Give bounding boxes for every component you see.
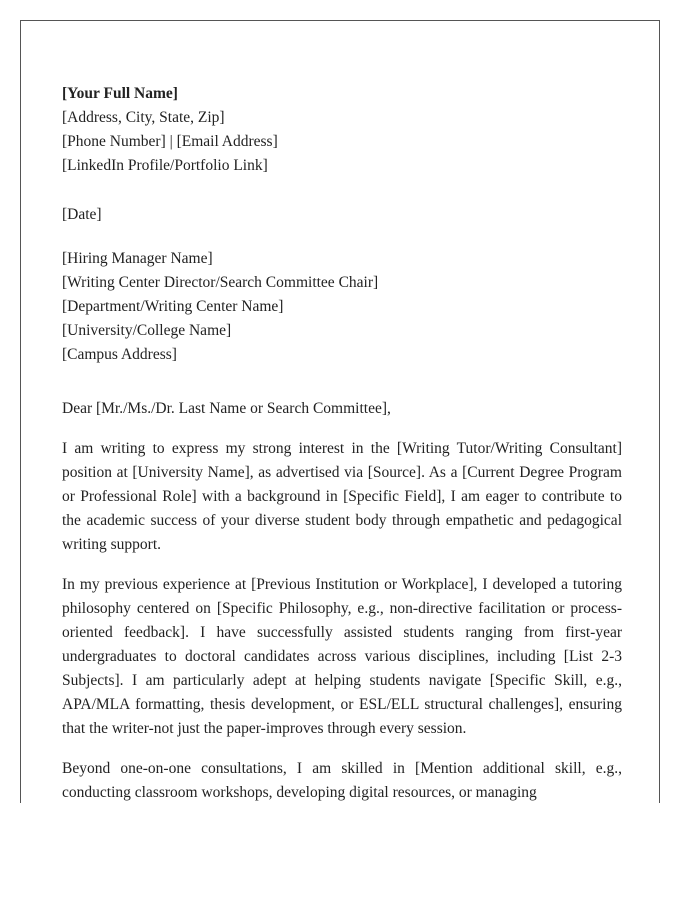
letter-page bbox=[20, 20, 660, 803]
sender-block bbox=[62, 82, 622, 178]
letter-date: [Date] bbox=[62, 206, 102, 223]
spacer bbox=[62, 367, 622, 397]
spacer bbox=[62, 227, 622, 247]
paragraph-skills: Beyond one-on-one consultations, I am skilled in [Mention additional skill, e.g., conducting classroom workshops, developing digital resources, or managing bbox=[62, 760, 622, 801]
sender-link: [LinkedIn Profile/Portfolio Link] bbox=[62, 157, 268, 174]
letter-body bbox=[62, 82, 622, 803]
spacer bbox=[62, 178, 622, 203]
recipient-manager: [Hiring Manager Name] bbox=[62, 250, 213, 267]
paragraph-intro: I am writing to express my strong interest in the [Writing Tutor/Writing Consultant] position at [University Name], as advertised via [Source]. As a [Current Degree Program or Professional Role] with a background in [Specific Field], I am eager to contribute to the academic success of your diverse student body through empathetic and pedagogical writing support. bbox=[62, 440, 622, 553]
recipient-address: [Campus Address] bbox=[62, 346, 177, 363]
sender-contact: [Phone Number] | [Email Address] bbox=[62, 133, 278, 150]
paragraph-experience: In my previous experience at [Previous Institution or Workplace], I developed a tutoring philosophy centered on [Specific Philosophy, e.g., non-directive facilitation or process-oriented feedback]. I have successfully assisted students ranging from first-year undergraduates to doctoral candidates across various disciplines, including [List 2-3 Subjects]. I am particularly adept at helping students navigate [Specific Skill, e.g., APA/MLA formatting, thesis development, or ESL/ELL structural challenges], ensuring that the writer-not just the paper-improves through every session. bbox=[62, 576, 622, 737]
sender-address: [Address, City, State, Zip] bbox=[62, 109, 225, 126]
recipient-university: [University/College Name] bbox=[62, 322, 232, 339]
recipient-title: [Writing Center Director/Search Committee Chair] bbox=[62, 274, 379, 291]
recipient-department: [Department/Writing Center Name] bbox=[62, 298, 284, 315]
recipient-block bbox=[62, 247, 622, 367]
sender-name: [Your Full Name] bbox=[62, 85, 178, 102]
salutation: Dear [Mr./Ms./Dr. Last Name or Search Committee], bbox=[62, 400, 391, 417]
